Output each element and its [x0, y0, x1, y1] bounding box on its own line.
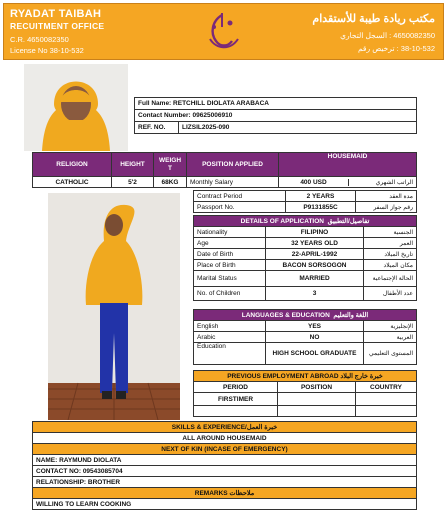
education-ar: المستوى التعليمي — [364, 343, 417, 365]
nationality-value: FILIPINO — [266, 227, 364, 238]
summary-table — [32, 152, 417, 188]
position-header: POSITION APPLIED — [187, 153, 279, 177]
kin-header: NEXT OF KIN (INCASE OF EMERGENCY) — [33, 444, 417, 455]
employment-table — [193, 370, 417, 417]
english-value: YES — [266, 321, 364, 332]
agency-license-en: License No 38-10-532 — [10, 46, 84, 55]
kin-contact: CONTACT NO: 09543085704 — [33, 466, 417, 477]
passport-label: Passport No. — [194, 202, 286, 213]
contact-label: Contact Number: — [138, 112, 191, 119]
remarks-header: REMARKS ملاحظات — [33, 488, 417, 499]
agency-license-ar: 38-10-532 : ترخيص رقم — [357, 44, 435, 53]
details-header-en: DETAILS OF APPLICATION — [240, 218, 324, 225]
passport-ar: رقم جواز السفر — [356, 202, 417, 213]
remarks-value: WILLING TO LEARN COOKING — [33, 499, 417, 510]
height-value: 5'2 — [112, 177, 154, 188]
marital-label: Marital Status — [194, 271, 266, 287]
arabic-ar: العربية — [364, 332, 417, 343]
bottom-table — [32, 421, 417, 510]
ref-label: REF. NO. — [135, 122, 179, 134]
nationality-label: Nationality — [194, 227, 266, 238]
contract-period-ar: مدة العقد — [356, 191, 417, 202]
agency-cr-en: C.R. 4650082350 — [10, 35, 69, 44]
marital-ar: الحالة الإجتماعية — [364, 271, 417, 287]
details-table — [193, 215, 417, 301]
applicant-headshot — [24, 64, 128, 151]
education-label: Education — [194, 343, 266, 365]
children-ar: عدد الأطفال — [364, 287, 417, 301]
contract-table — [193, 190, 417, 213]
age-label: Age — [194, 238, 266, 249]
country-col-header: COUNTRY — [356, 382, 417, 393]
age-value: 32 YEARS OLD — [266, 238, 364, 249]
kin-name: NAME: RAYMUND DIOLATA — [33, 455, 417, 466]
employment-header-ar: خبرة خارج البلاد — [340, 373, 383, 380]
dob-value: 22-APRIL-1992 — [266, 249, 364, 260]
pob-ar: مكان الميلاد — [364, 260, 417, 271]
salary-value: 400 USD — [279, 179, 349, 186]
weight-header: WEIGH T — [154, 153, 187, 177]
dob-label: Date of Birth — [194, 249, 266, 260]
children-label: No. of Children — [194, 287, 266, 301]
letterhead-banner — [3, 3, 444, 60]
details-header-ar: تفاصيل/التطبيق — [327, 218, 370, 225]
pob-value: BACON SORSOGON — [266, 260, 364, 271]
employment-header — [194, 371, 417, 382]
contact-value: 09625006910 — [192, 112, 233, 119]
age-ar: العمر — [364, 238, 417, 249]
salary-ar: الراتب الشهري — [375, 179, 413, 186]
religion-value: CATHOLIC — [33, 177, 112, 188]
marital-value: MARRIED — [266, 271, 364, 287]
agency-logo-icon — [200, 9, 244, 55]
contract-period-label: Contract Period — [194, 191, 286, 202]
passport-value: P9131855C — [286, 202, 356, 213]
kin-relationship: RELATIONSHIP: BROTHER — [33, 477, 417, 488]
employment-row-period: FIRSTIMER — [194, 393, 278, 406]
arabic-label: Arabic — [194, 332, 266, 343]
weight-value: 68KG — [154, 177, 187, 188]
languages-table — [193, 309, 417, 365]
position-value: HOUSEMAID — [279, 153, 417, 177]
skills-value: ALL AROUND HOUSEMAID — [33, 433, 417, 444]
religion-header: RELIGION — [33, 153, 112, 177]
employment-header-en: PREVIOUS EMPLOYMENT ABROAD — [227, 373, 339, 380]
languages-header — [194, 310, 417, 321]
applicant-full-body-photo — [48, 193, 180, 420]
arabic-value: NO — [266, 332, 364, 343]
skills-header: SKILLS & EXPERIENCE/خبرة العمل — [33, 422, 417, 433]
pob-label: Place of Birth — [194, 260, 266, 271]
details-header — [194, 216, 417, 227]
nationality-ar: الجنسية — [364, 227, 417, 238]
english-label: English — [194, 321, 266, 332]
contract-period-value: 2 YEARS — [286, 191, 356, 202]
applicant-name-table — [134, 97, 417, 134]
education-value: HIGH SCHOOL GRADUATE — [266, 343, 364, 365]
full-name-value: RETCHILL DIOLATA ARABACA — [173, 100, 269, 107]
agency-name-ar: مكتب ريادة طيبة للأستقدام — [312, 13, 435, 25]
agency-office-en: RECUITMENT OFFICE — [10, 21, 105, 31]
period-col-header: PERIOD — [194, 382, 278, 393]
height-header: HEIGHT — [112, 153, 154, 177]
english-ar: الإنجليزية — [364, 321, 417, 332]
children-value: 3 — [266, 287, 364, 301]
salary-label: Monthly Salary — [187, 177, 279, 188]
languages-header-en: LANGUAGES & EDUCATION — [241, 312, 330, 319]
languages-header-ar: اللغة والتعليم — [333, 312, 369, 319]
agency-name-en: RYADAT TAIBAH — [10, 8, 102, 20]
position-col-header: POSITION — [278, 382, 356, 393]
full-name-label: Full Name: — [138, 100, 172, 107]
dob-ar: تاريخ الميلاد — [364, 249, 417, 260]
agency-cr-ar: 4650082350 : السجل التجاري — [340, 31, 435, 40]
ref-value: LIZSIL2025-090 — [179, 122, 417, 134]
